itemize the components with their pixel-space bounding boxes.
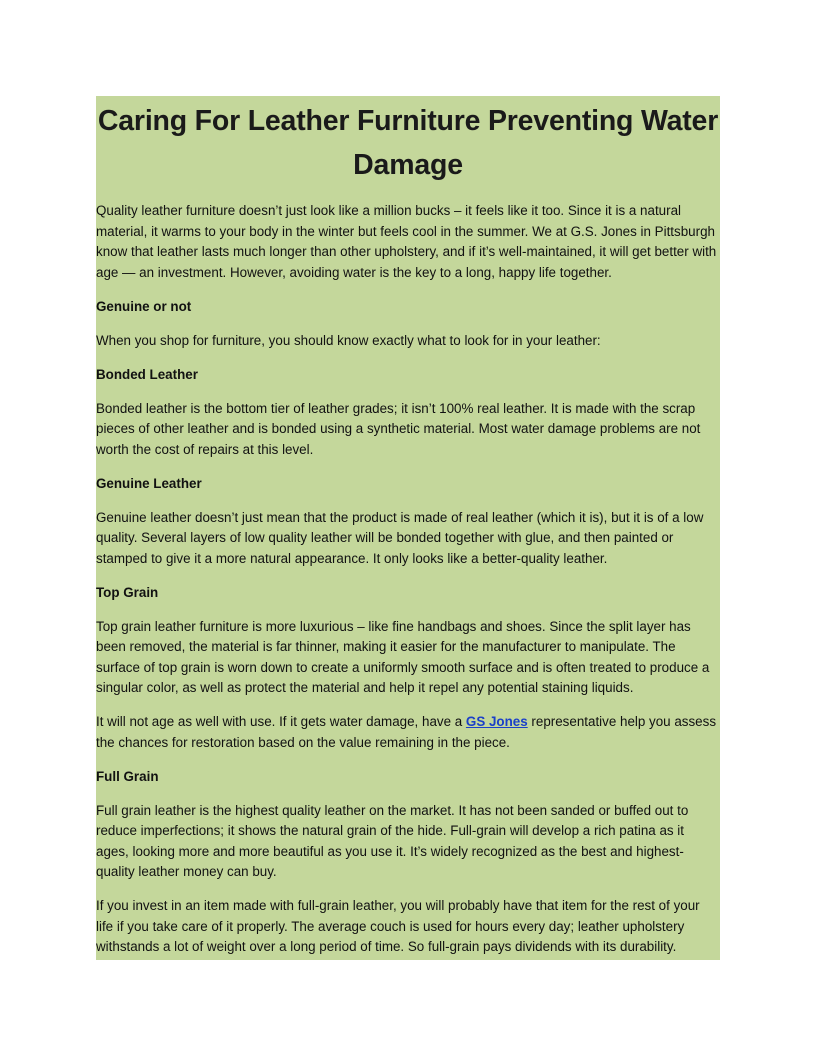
paragraph-top-grain: Top grain leather furniture is more luxurious – like fine handbags and shoes. Since the split layer has been removed, the material is far thinner, making it easier for the manufacturer to manipulate. The surface of top grain is worn down to create a uniformly smooth surface and is often treated to produce a singular color, as well as protect the material and help it repel any potential staining liquids.	[96, 618, 710, 695]
heading-top-grain: Top Grain	[96, 584, 159, 600]
heading-genuine-leather: Genuine Leather	[96, 475, 202, 491]
document-content	[96, 96, 720, 960]
restoration-text-after: representative help you assess the chances for restoration based on the value remaining in the piece.	[96, 714, 717, 750]
heading-genuine-or-not: Genuine or not	[96, 298, 192, 314]
paragraph-genuine-or-not: When you shop for furniture, you should know exactly what to look for in your leather:	[96, 332, 601, 348]
paragraph-bonded-leather: Bonded leather is the bottom tier of leather grades; it isn’t 100% real leather. It is made with the scrap pieces of other leather and is bonded using a synthetic material. Most water damage problems are not worth the cost of repairs at this level.	[96, 400, 701, 457]
paragraph-top-grain-restoration	[96, 712, 720, 753]
paragraph-full-grain-durability: If you invest in an item made with full-grain leather, you will probably have that item for the rest of your life if you take care of it properly. The average couch is used for hours every day; leather upholstery withstands a lot of weight over a long period of time. So full-grain pays dividends with its durability.	[96, 898, 700, 954]
paragraph-full-grain: Full grain leather is the highest quality leather on the market. It has not been sanded or buffed out to reduce imperfections; it shows the natural grain of the hide. Full-grain will develop a rich patina as it ages, looking more and more beautiful as you use it. It’s widely recognized as the best and highest-quality leather money can buy.	[96, 802, 689, 879]
restoration-text-before: It will not age as well with use. If it gets water damage, have a	[96, 714, 466, 729]
heading-full-grain: Full Grain	[96, 768, 159, 784]
heading-bonded-leather: Bonded Leather	[96, 366, 198, 382]
paragraph-genuine-leather: Genuine leather doesn’t just mean that the product is made of real leather (which it is), but it is of a low quality. Several layers of low quality leather will be bonded together with glue, and then painted or stamped to give it a more natural appearance. It only looks like a better-quality leather.	[96, 509, 704, 566]
intro-paragraph: Quality leather furniture doesn’t just look like a million bucks – it feels like it too. Since it is a natural material, it warms to your body in the winter but feels cool in the summer. We at G.S. Jones in Pittsburgh know that leather lasts much longer than other upholstery, and if it’s well-maintained, it will get better with age — an investment. However, avoiding water is the key to a long, happy life together.	[96, 203, 717, 280]
page-title: Caring For Leather Furniture Preventing Water Damage	[97, 105, 719, 181]
gs-jones-link[interactable]: GS Jones	[465, 714, 528, 729]
